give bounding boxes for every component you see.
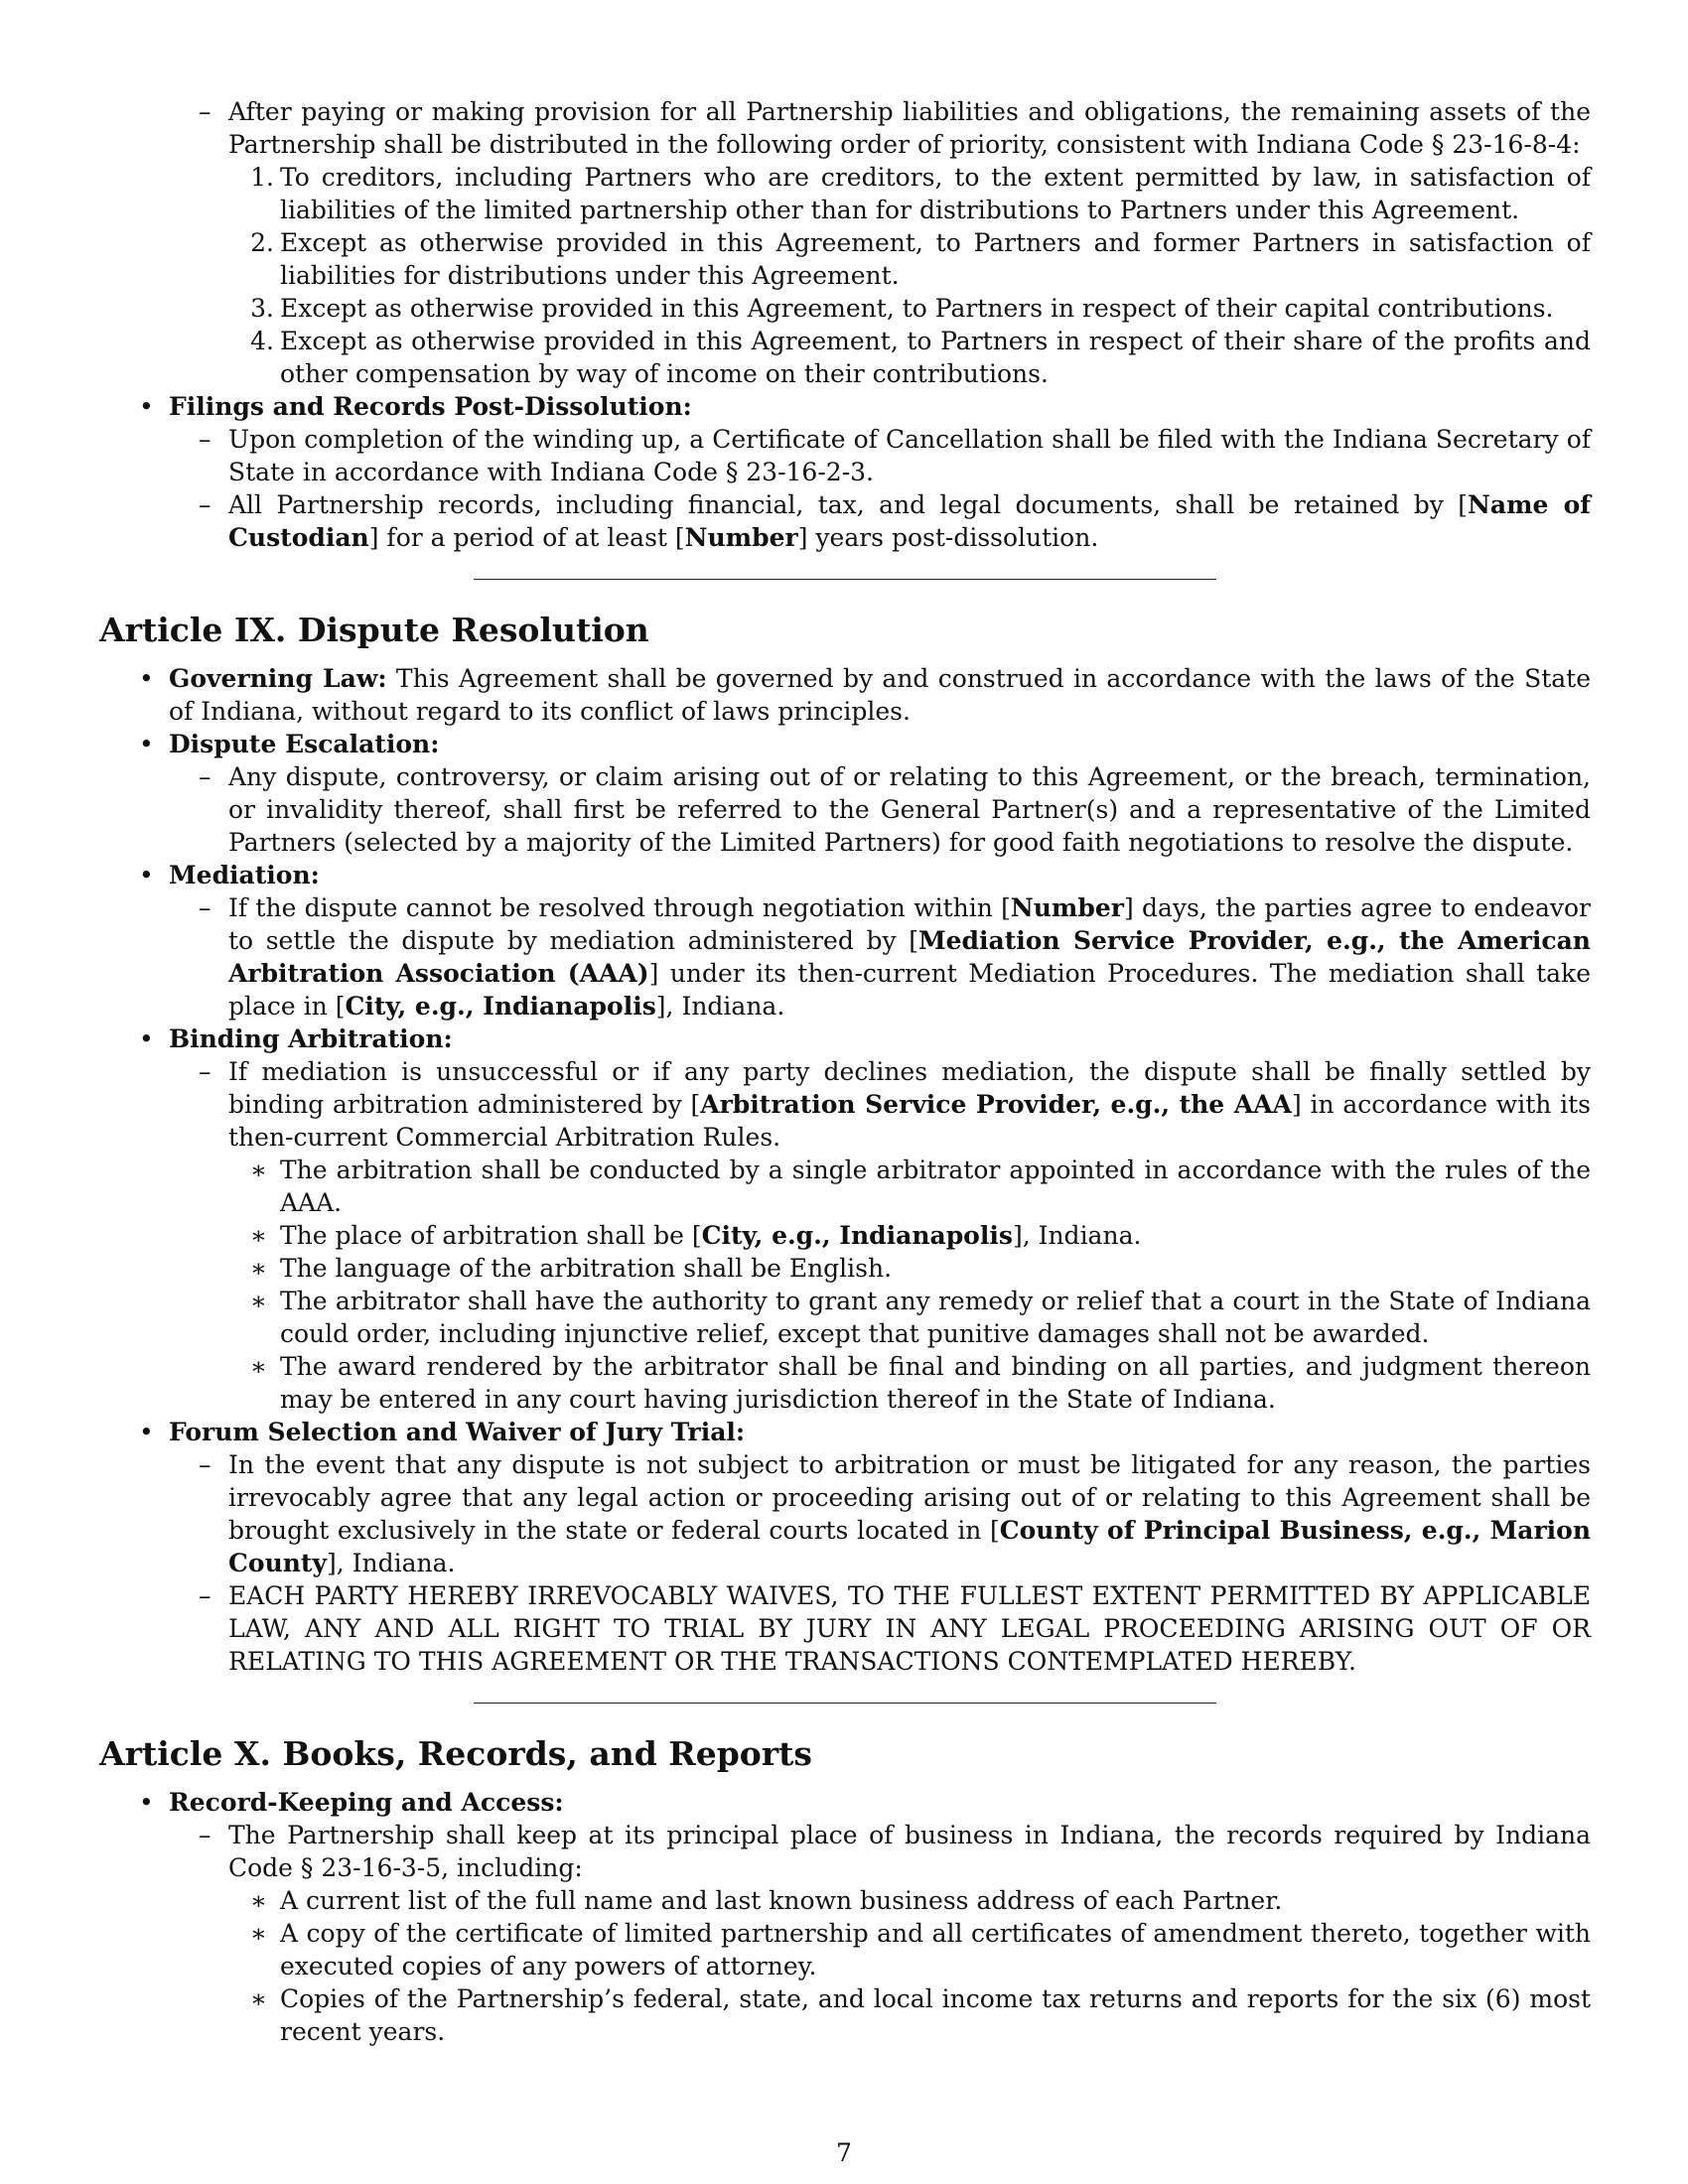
- arbitration-subitem-3: ∗ The language of the arbitration shall be English.: [250, 1254, 893, 1283]
- record-subitem-3: ∗ Copies of the Partnership’s federal, state, and local income tax returns and reports for the six (6) most recent years.: [250, 1984, 1591, 2046]
- page-number: 7: [836, 2138, 852, 2167]
- filings-bullet: [139, 390, 1591, 423]
- dash-marker: –: [199, 97, 211, 126]
- priority-item-3: 3. Except as otherwise provided in this Agreement, to Partners in respect of their capital contributions.: [250, 294, 1554, 323]
- governing-law-bullet: • Governing Law: This Agreement shall be governed by and construed in accordance with the laws of the State of Indiana, without regard to its conflict of laws principles.: [139, 664, 1591, 726]
- article-9-heading: Article IX. Dispute Resolution: [99, 611, 649, 649]
- distribution-item: [199, 95, 1591, 161]
- dispute-escalation-bullet: • Dispute Escalation:: [139, 730, 440, 758]
- record-subitem-1: ∗ A current list of the full name and last known business address of each Partner.: [250, 1886, 1283, 1915]
- forum-item: – In the event that any dispute is not subject to arbitration or must be litigated for any reason, the parties irrevocably agree that any legal action or proceeding arising out of or relating to this Agreement shall be brought exclusively in the state or federal courts located in [County of Principal Business, e.g., Marion County], Indiana.: [199, 1450, 1592, 1577]
- priority-item-2: 2. Except as otherwise provided in this Agreement, to Partners and former Partners in satisfaction of liabilities for distributions under this Agreement.: [250, 228, 1591, 290]
- escalation-item: – Any dispute, controversy, or claim arising out of or relating to this Agreement, or the breach, termination, or invalidity thereof, shall first be referred to the General Partner(s) and a representative of the Limited Partners (selected by a majority of the Limited Partners) for good faith negotiations to resolve the dispute.: [199, 762, 1591, 857]
- record-subitem-2: ∗ A copy of the certificate of limited partnership and all certificates of amendment thereto, together with executed copies of any powers of attorney.: [250, 1919, 1591, 1980]
- filings-item-records: – All Partnership records, including financial, tax, and legal documents, shall be retained by [Name of Custodian] for a period of at least [Number] years post-dissolution.: [199, 490, 1591, 552]
- arbitration-subitem-2: ∗ The place of arbitration shall be [City, e.g., Indianapolis], Indiana.: [250, 1221, 1142, 1250]
- arbitration-subitem-4: ∗ The arbitrator shall have the authority to grant any remedy or relief that a court in the State of Indiana could order, including injunctive relief, except that punitive damages shall not be awarded.: [250, 1287, 1591, 1348]
- arbitration-subitem-5: ∗ The award rendered by the arbitrator shall be final and binding on all parties, and judgment thereon may be entered in any court having jurisdiction thereof in the State of Indiana.: [250, 1352, 1591, 1414]
- filings-heading: Filings and Records Post-Dissolution:: [169, 392, 692, 421]
- forum-selection-bullet: • Forum Selection and Waiver of Jury Trial:: [139, 1418, 746, 1446]
- binding-arbitration-bullet: • Binding Arbitration:: [139, 1024, 453, 1053]
- priority-item-4: 4. Except as otherwise provided in this Agreement, to Partners in respect of their share of the profits and other compensation by way of income on their contributions.: [250, 327, 1591, 388]
- arbitration-subitem-1: ∗ The arbitration shall be conducted by a single arbitrator appointed in accordance with the rules of the AAA.: [250, 1156, 1591, 1217]
- filings-item-cancellation: – Upon completion of the winding up, a Certificate of Cancellation shall be filed with the Indiana Secretary of State in accordance with Indiana Code § 23-16-2-3.: [199, 425, 1591, 486]
- jury-waiver-item: – EACH PARTY HEREBY IRREVOCABLY WAIVES, TO THE FULLEST EXTENT PERMITTED BY APPLICABLE LAW, ANY AND ALL RIGHT TO TRIAL BY JURY IN ANY LEGAL PROCEEDING ARISING OUT OF OR RELATING TO THIS AGREEMENT OR THE TRANSACTIONS CONTEMPLATED HEREBY.: [199, 1581, 1591, 1676]
- distribution-intro: After paying or making provision for all Partnership liabilities and obligations, the remaining assets of the Partnership shall be distributed in the following order of priority, consistent with Indiana Code § 23-16-8-4:: [228, 97, 1591, 159]
- mediation-item: – If the dispute cannot be resolved through negotiation within [Number] days, the parties agree to endeavor to settle the dispute by mediation administered by [Mediation Service Provider, e.g., the American Arbitration Association (AAA)] under its then-current Mediation Procedures. The mediation shall take place in [City, e.g., Indianapolis], Indiana.: [199, 893, 1591, 1021]
- years-placeholder: Number: [684, 523, 798, 552]
- priority-item-1: 1. To creditors, including Partners who are creditors, to the extent permitted by law, in satisfaction of liabilities of the limited partnership other than for distributions to Partners under this Agreement.: [250, 163, 1591, 224]
- record-keeping-item: – The Partnership shall keep at its principal place of business in Indiana, the records required by Indiana Code § 23-16-3-5, including:: [199, 1821, 1591, 1882]
- page-content: [99, 95, 1591, 2048]
- mediation-bullet: • Mediation:: [139, 861, 320, 889]
- bullet-marker: •: [139, 392, 154, 421]
- custodian-placeholder: Name of Custodian: [228, 490, 1591, 552]
- arbitration-item: – If mediation is unsuccessful or if any party declines mediation, the dispute shall be finally settled by binding arbitration administered by [Arbitration Service Provider, e.g., the AAA] in accordance with its then-current Commercial Arbitration Rules.: [199, 1057, 1591, 1152]
- article-10-heading: Article X. Books, Records, and Reports: [99, 1734, 812, 1773]
- record-keeping-bullet: • Record-Keeping and Access:: [139, 1788, 564, 1817]
